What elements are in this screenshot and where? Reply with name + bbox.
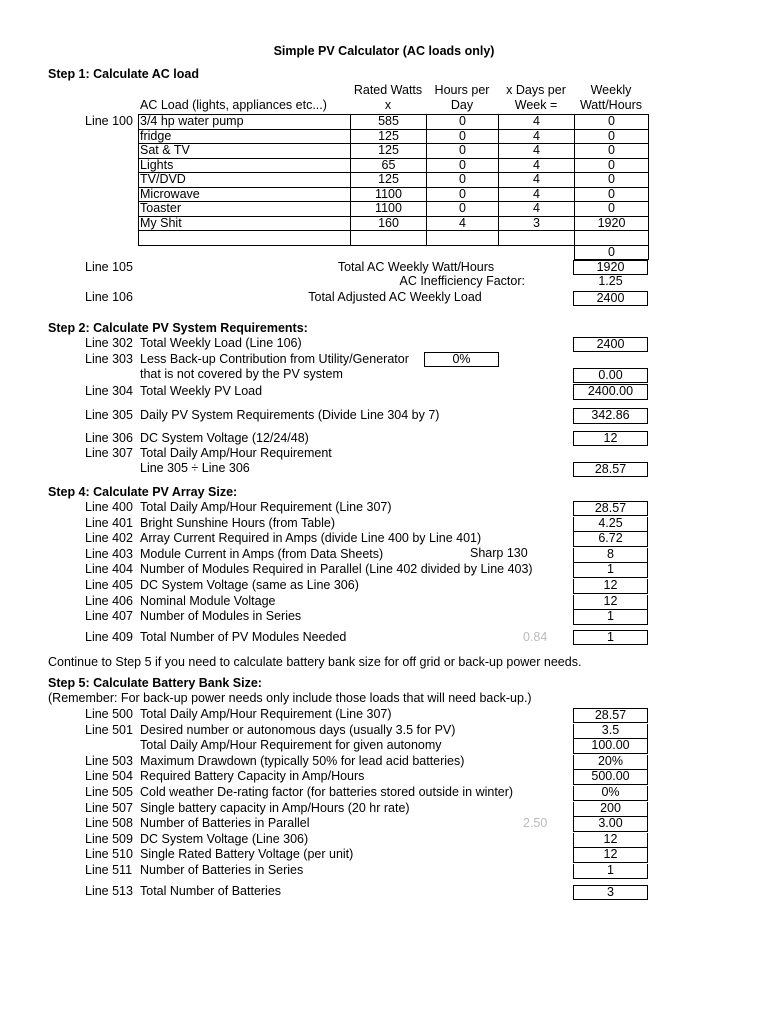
step2-heading: Step 2: Calculate PV System Requirements: [48, 321, 308, 335]
line-number-label: Line 505 [85, 785, 133, 799]
line-305-label: Line 305 [85, 408, 133, 422]
step5-remember: (Remember: For back-up power needs only include those loads that will need back-up.) [48, 691, 532, 705]
col-header-hours-1: Hours per [434, 83, 490, 97]
line-value-cell[interactable]: 200 [573, 802, 648, 817]
line-number-label: Line 510 [85, 847, 133, 862]
total-weekly-label: Total AC Weekly Watt/Hours [337, 260, 495, 274]
line-description: Desired number or autonomous days (usually 3.5 for PV) [140, 722, 456, 737]
line-106-label: Line 106 [85, 290, 133, 304]
dc-voltage-input[interactable]: 12 [573, 431, 648, 446]
weekly-cell: 0 [575, 129, 649, 144]
line-100-label: Line 100 [85, 114, 133, 128]
step1-heading: Step 1: Calculate AC load [48, 67, 199, 81]
table-row [139, 202, 649, 217]
hours-cell[interactable]: 4 [427, 216, 499, 231]
line-value-cell[interactable]: 3.00 [573, 817, 648, 832]
line-number-label: Line 503 [85, 753, 133, 768]
line-value-cell[interactable]: 1 [573, 864, 648, 879]
line-303-text-2: that is not covered by the PV system [140, 367, 343, 381]
page-title: Simple PV Calculator (AC loads only) [273, 44, 495, 58]
ac-load-table [138, 114, 649, 260]
weekly-cell: 0 [575, 144, 649, 159]
hours-cell[interactable]: 0 [427, 187, 499, 202]
line-value-cell[interactable]: 28.57 [573, 501, 648, 516]
col-header-weekly-2: Watt/Hours [579, 98, 643, 112]
line-number-label: Line 508 [85, 816, 133, 831]
line-number-label: Line 401 [85, 515, 133, 530]
line-302-label: Line 302 [85, 336, 133, 350]
line-value-cell[interactable]: 12 [573, 833, 648, 848]
table-row [139, 216, 649, 231]
line-304-value: 2400.00 [573, 384, 648, 400]
adjusted-load-label: Total Adjusted AC Weekly Load [308, 290, 482, 304]
watts-cell[interactable]: 1100 [351, 187, 427, 202]
line-description: Number of Batteries in Parallel [140, 816, 310, 831]
ineff-label: AC Inefficiency Factor: [399, 274, 525, 288]
line-description: DC System Voltage (same as Line 306) [140, 578, 359, 592]
line-513-value: 3 [573, 885, 648, 900]
load-name-cell[interactable]: Sat & TV [139, 144, 351, 159]
line-302-text: Total Weekly Load (Line 106) [140, 336, 302, 350]
watts-cell[interactable]: 125 [351, 144, 427, 159]
weekly-cell [575, 231, 649, 246]
hours-cell[interactable]: 0 [427, 202, 499, 217]
weekly-cell: 0 [575, 158, 649, 173]
line-description: Number of Modules in Series [140, 609, 302, 624]
line-number-label: Line 400 [85, 500, 133, 514]
line-508-gray-value: 2.50 [523, 816, 548, 830]
total-weekly-value: 1920 [573, 260, 648, 275]
table-row [139, 158, 649, 173]
col-header-weekly-1: Weekly [590, 83, 632, 97]
weekly-cell: 0 [575, 202, 649, 217]
watts-cell[interactable]: 585 [351, 115, 427, 130]
line-number-label: Line 407 [85, 609, 133, 624]
line-description: Bright Sunshine Hours (from Table) [140, 515, 335, 530]
line-number-label: Line 403 [85, 546, 133, 561]
watts-cell[interactable]: 160 [351, 216, 427, 231]
line-value-cell[interactable]: 3.5 [573, 724, 648, 739]
line-304-text: Total Weekly PV Load [140, 384, 263, 398]
line-302-value: 2400 [573, 337, 648, 352]
line-value-cell[interactable]: 20% [573, 755, 648, 770]
line-number-label: Line 405 [85, 578, 133, 592]
line-number-label: Line 507 [85, 800, 133, 815]
line-value-cell[interactable]: 4.25 [573, 517, 648, 532]
days-cell[interactable]: 4 [499, 187, 575, 202]
line-value-cell[interactable]: 12 [573, 595, 648, 610]
watts-cell[interactable]: 1100 [351, 202, 427, 217]
line-number-label: Line 501 [85, 722, 133, 737]
line-513-text: Total Number of Batteries [140, 884, 282, 898]
load-name-cell[interactable]: TV/DVD [139, 173, 351, 188]
line-304-label: Line 304 [85, 384, 133, 398]
line-303-value: 0.00 [573, 368, 648, 383]
hours-cell[interactable]: 0 [427, 173, 499, 188]
hours-cell[interactable]: 0 [427, 115, 499, 130]
line-value-cell[interactable]: 100.00 [573, 739, 648, 754]
line-description: Number of Batteries in Series [140, 863, 304, 877]
ineff-value: 1.25 [598, 274, 623, 288]
days-cell[interactable]: 4 [499, 158, 575, 173]
line-307-text: Total Daily Amp/Hour Requirement [140, 446, 332, 460]
days-cell[interactable]: 4 [499, 115, 575, 130]
line-value-cell[interactable]: 28.57 [573, 708, 648, 723]
days-cell[interactable]: 4 [499, 202, 575, 217]
weekly-cell: 1920 [575, 216, 649, 231]
col-header-load: AC Load (lights, appliances etc...) [140, 98, 327, 112]
days-cell[interactable]: 4 [499, 173, 575, 188]
load-name-cell[interactable]: fridge [139, 129, 351, 144]
line-307-value: 28.57 [573, 462, 648, 477]
line-description: Total Daily Amp/Hour Requirement for given autonomy [140, 738, 442, 753]
line-value-cell[interactable]: 500.00 [573, 770, 648, 785]
backup-percent-input[interactable]: 0% [424, 352, 499, 367]
days-cell[interactable]: 4 [499, 144, 575, 159]
line-number-label: Line 406 [85, 593, 133, 608]
line-description: Number of Modules Required in Parallel (Line 402 divided by Line 403) [140, 562, 533, 577]
weekly-cell: 0 [575, 187, 649, 202]
line-number-label: Line 504 [85, 769, 133, 784]
hours-cell[interactable]: 0 [427, 158, 499, 173]
col-header-watts-1: Rated Watts [353, 83, 423, 97]
load-name-cell[interactable]: Microwave [139, 187, 351, 202]
line-value-cell[interactable]: 1 [573, 563, 648, 578]
load-name-cell[interactable]: My Shit [139, 216, 351, 231]
module-note: Sharp 130 [470, 546, 528, 560]
line-description: Total Daily Amp/Hour Requirement (Line 307) [140, 500, 392, 514]
line-306-text: DC System Voltage (12/24/48) [140, 431, 309, 445]
line-description: DC System Voltage (Line 306) [140, 831, 309, 846]
line-value-cell[interactable]: 6.72 [573, 532, 648, 547]
watts-cell[interactable]: 65 [351, 158, 427, 173]
line-number-label: Line 511 [85, 863, 133, 877]
line-513-label: Line 513 [85, 884, 133, 898]
days-cell[interactable]: 3 [499, 216, 575, 231]
table-row [139, 129, 649, 144]
load-name-cell[interactable] [139, 231, 351, 246]
line-value-cell[interactable]: 12 [573, 848, 648, 863]
line-409-value: 1 [573, 630, 648, 645]
load-name-cell[interactable]: Lights [139, 158, 351, 173]
step4-heading: Step 4: Calculate PV Array Size: [48, 485, 238, 499]
line-409-label: Line 409 [85, 630, 133, 644]
table-row [139, 144, 649, 159]
line-description: Nominal Module Voltage [140, 593, 276, 608]
line-description: Single battery capacity in Amp/Hours (20 hr rate) [140, 800, 410, 815]
line-number-label: Line 404 [85, 562, 133, 577]
line-307-text-2: Line 305 ÷ Line 306 [140, 461, 250, 475]
line-value-cell[interactable]: 1 [573, 610, 648, 625]
line-description: Module Current in Amps (from Data Sheets) [140, 546, 384, 561]
adjusted-load-value: 2400 [573, 291, 648, 306]
table-row [139, 173, 649, 188]
line-307-label: Line 307 [85, 446, 133, 460]
watts-cell[interactable]: 125 [351, 173, 427, 188]
line-303-text: Less Back-up Contribution from Utility/Generator [140, 352, 409, 366]
line-description: Total Daily Amp/Hour Requirement (Line 307) [140, 707, 392, 721]
days-cell[interactable] [499, 231, 575, 246]
line-305-text: Daily PV System Requirements (Divide Line 304 by 7) [140, 408, 440, 422]
hours-cell[interactable] [427, 231, 499, 246]
load-name-cell[interactable]: 3/4 hp water pump [139, 115, 351, 130]
step5-heading: Step 5: Calculate Battery Bank Size: [48, 676, 262, 690]
hours-cell[interactable]: 0 [427, 129, 499, 144]
weekly-cell: 0 [575, 173, 649, 188]
line-value-cell[interactable]: 0% [573, 786, 648, 801]
line-number-label: Line 509 [85, 831, 133, 846]
extra-weekly-cell: 0 [575, 245, 649, 260]
table-row [139, 187, 649, 202]
line-number-label: Line 500 [85, 707, 133, 721]
line-306-label: Line 306 [85, 431, 133, 445]
line-value-cell[interactable]: 8 [573, 548, 648, 563]
line-number-label: Line 402 [85, 531, 133, 546]
line-description: Array Current Required in Amps (divide Line 400 by Line 401) [140, 531, 482, 546]
table-row [139, 115, 649, 130]
col-header-days-2: Week = [514, 98, 558, 112]
col-header-hours-2: Day [450, 98, 474, 112]
line-value-cell[interactable]: 12 [573, 579, 648, 594]
line-409-gray-value: 0.84 [523, 630, 548, 644]
weekly-cell: 0 [575, 115, 649, 130]
days-cell[interactable]: 4 [499, 129, 575, 144]
col-header-watts-2: x [384, 98, 392, 112]
line-409-text: Total Number of PV Modules Needed [140, 630, 347, 644]
line-303-label: Line 303 [85, 352, 133, 366]
line-description: Required Battery Capacity in Amp/Hours [140, 769, 365, 784]
line-305-value: 342.86 [573, 408, 648, 424]
table-row [139, 231, 649, 246]
line-description: Single Rated Battery Voltage (per unit) [140, 847, 354, 862]
watts-cell[interactable]: 125 [351, 129, 427, 144]
continue-note: Continue to Step 5 if you need to calculate battery bank size for off grid or back-up power needs. [48, 655, 582, 669]
line-description: Cold weather De-rating factor (for batteries stored outside in winter) [140, 785, 514, 799]
col-header-days-1: x Days per [506, 83, 566, 97]
line-105-label: Line 105 [85, 260, 133, 274]
load-name-cell[interactable]: Toaster [139, 202, 351, 217]
watts-cell[interactable] [351, 231, 427, 246]
line-description: Maximum Drawdown (typically 50% for lead acid batteries) [140, 753, 465, 768]
hours-cell[interactable]: 0 [427, 144, 499, 159]
